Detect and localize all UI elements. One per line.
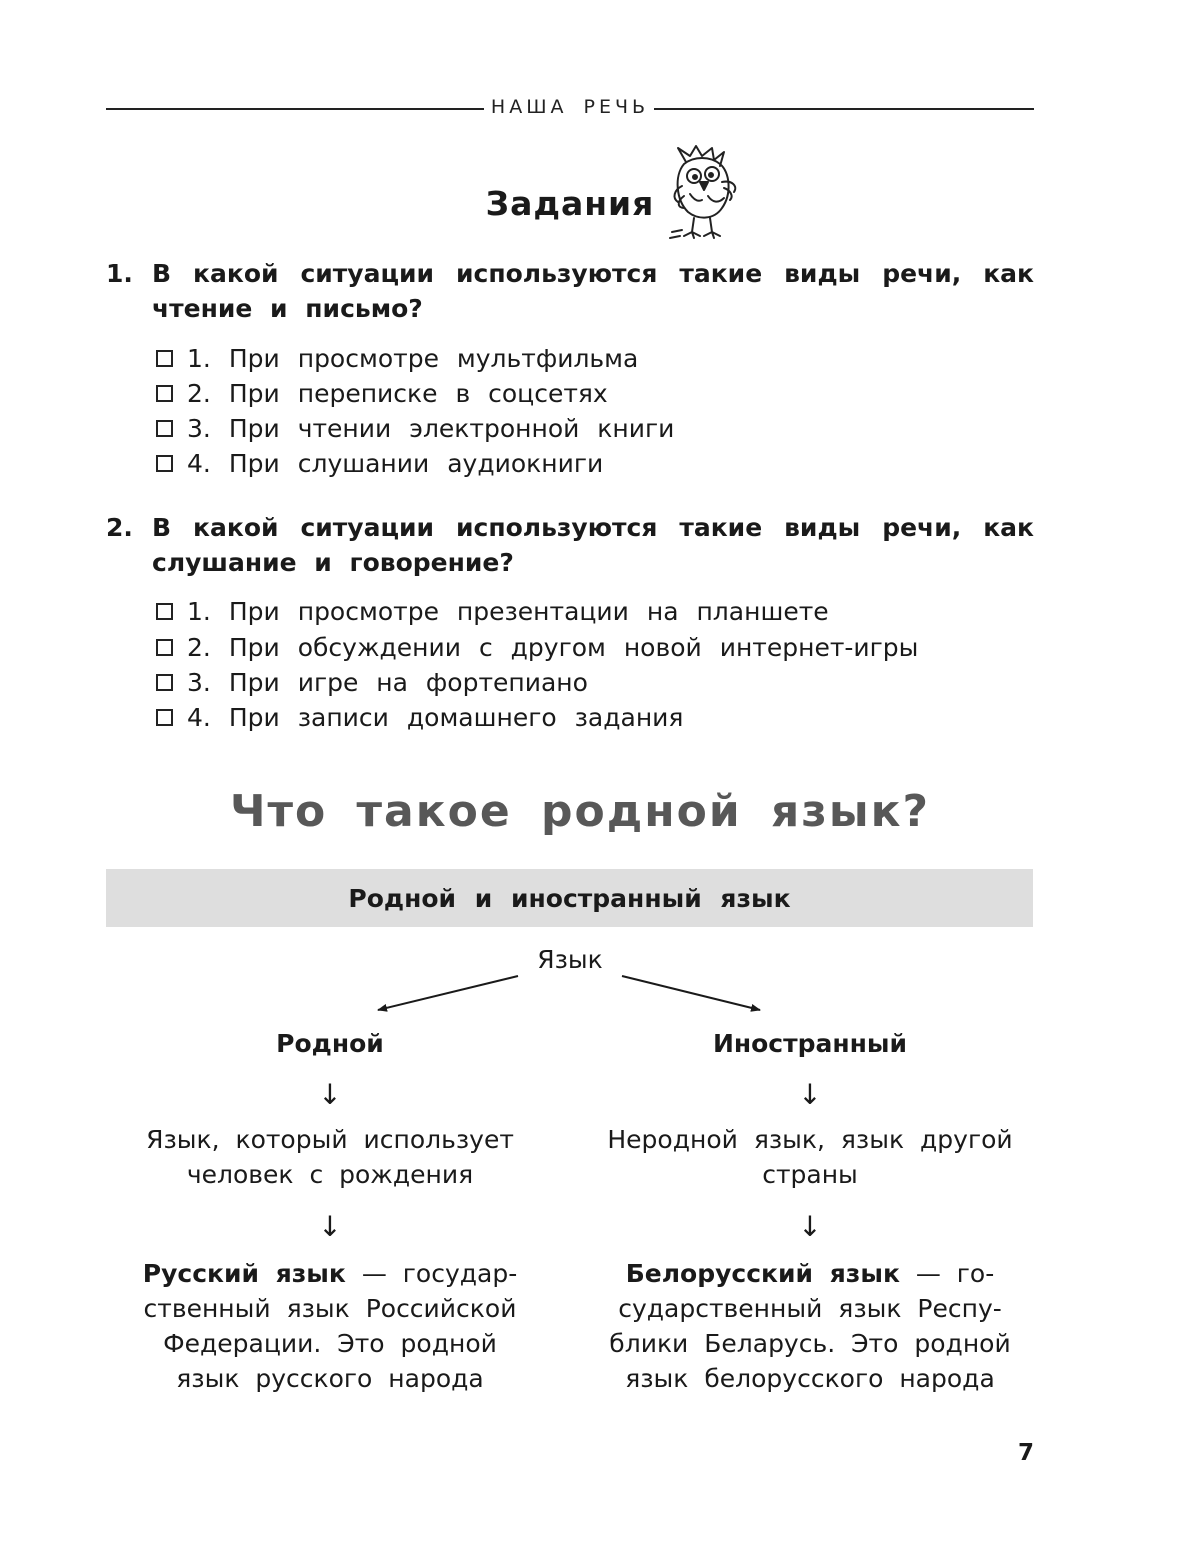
checkbox[interactable] [156, 639, 173, 656]
branch-left-detail-line3: Федерации. Это родной [163, 1329, 497, 1358]
running-header: НАША РЕЧЬ [490, 96, 650, 118]
arrow-down-right-1: ↓ [798, 1078, 822, 1111]
option-number: 2. [187, 378, 211, 408]
question-2-text-line1: В какой ситуации используются такие виды речи, как [152, 513, 1034, 542]
question-1-option-2[interactable] [156, 376, 608, 410]
arrow-left [378, 976, 518, 1010]
option-number: 3. [187, 667, 211, 697]
branch-left-desc-line2: человек с рождения [186, 1160, 474, 1189]
term-russian-rest: — государ- [345, 1259, 518, 1288]
question-1-option-1[interactable] [156, 341, 638, 375]
arrow-down-right-2: ↓ [798, 1210, 822, 1243]
checkbox[interactable] [156, 674, 173, 691]
branch-left-desc-line1: Язык, который использует [146, 1125, 514, 1154]
page-number: 7 [1017, 1440, 1034, 1466]
option-number: 4. [187, 448, 211, 478]
term-belarusian: Белорусский язык [625, 1259, 900, 1288]
term-belarusian-rest: — го- [899, 1259, 995, 1288]
branch-right-detail-line3: блики Беларусь. Это родной [609, 1329, 1011, 1358]
option-number: 1. [187, 343, 211, 373]
term-russian: Русский язык [142, 1259, 346, 1288]
section-band [106, 869, 1033, 927]
option-number: 2. [187, 632, 211, 662]
option-number: 1. [187, 596, 211, 626]
option-text: При просмотре презентации на планшете [228, 596, 829, 626]
question-1-text-line2: чтение и письмо? [152, 294, 423, 323]
option-text: При записи домашнего задания [228, 702, 684, 732]
option-text: При обсуждении с другом новой интернет-игры [228, 632, 919, 662]
checkbox[interactable] [156, 420, 173, 437]
branch-right-title: Иностранный [712, 1029, 908, 1058]
option-text: При переписке в соцсетях [228, 378, 608, 408]
branch-right-detail-line2: сударственный язык Респу- [618, 1294, 1002, 1323]
option-text: При чтении электронной книги [228, 413, 675, 443]
option-number: 3. [187, 413, 211, 443]
question-2-option-1[interactable] [156, 594, 829, 628]
question-2-number: 2. [106, 513, 133, 542]
arrow-down-left-1: ↓ [318, 1078, 342, 1111]
arrow-right [622, 976, 760, 1010]
question-1-number: 1. [106, 259, 133, 288]
option-text: При игре на фортепиано [228, 667, 588, 697]
question-2-text-line2: слушание и говорение? [152, 548, 514, 577]
arrow-down-left-2: ↓ [318, 1210, 342, 1243]
checkbox[interactable] [156, 709, 173, 726]
checkbox[interactable] [156, 385, 173, 402]
question-2-option-3[interactable] [156, 665, 588, 699]
checkbox[interactable] [156, 350, 173, 367]
tasks-title: Задания [485, 184, 655, 223]
owl-icon [664, 142, 744, 242]
diagram-branch-arrows [360, 960, 780, 1020]
band-title: Родной и иностранный язык [348, 883, 791, 913]
question-2-option-2[interactable] [156, 630, 918, 664]
option-text: При слушании аудиокниги [228, 448, 604, 478]
option-text: При просмотре мультфильма [228, 343, 639, 373]
checkbox[interactable] [156, 603, 173, 620]
branch-left-detail-line1 [100, 1256, 560, 1291]
option-number: 4. [187, 702, 211, 732]
question-1-text-line1: В какой ситуации используются такие виды речи, как [152, 259, 1034, 288]
branch-right-detail-line4: язык белорусского народа [625, 1364, 995, 1393]
branch-left-detail-line2: ственный язык Российской [143, 1294, 517, 1323]
question-1-option-4[interactable] [156, 446, 603, 480]
question-1-option-3[interactable] [156, 411, 674, 445]
branch-left-detail-line4: язык русского народа [176, 1364, 484, 1393]
header-rule-left [106, 108, 484, 110]
checkbox[interactable] [156, 455, 173, 472]
branch-right-desc-line1: Неродной язык, язык другой [607, 1125, 1013, 1154]
branch-right-detail-line1 [580, 1256, 1040, 1291]
header-rule-right [654, 108, 1034, 110]
branch-left-title: Родной [276, 1029, 384, 1058]
question-2-option-4[interactable] [156, 700, 683, 734]
section-title: Что такое родной язык? [229, 786, 931, 837]
branch-right-desc-line2: страны [762, 1160, 858, 1189]
diagram-root: Язык [537, 945, 603, 974]
